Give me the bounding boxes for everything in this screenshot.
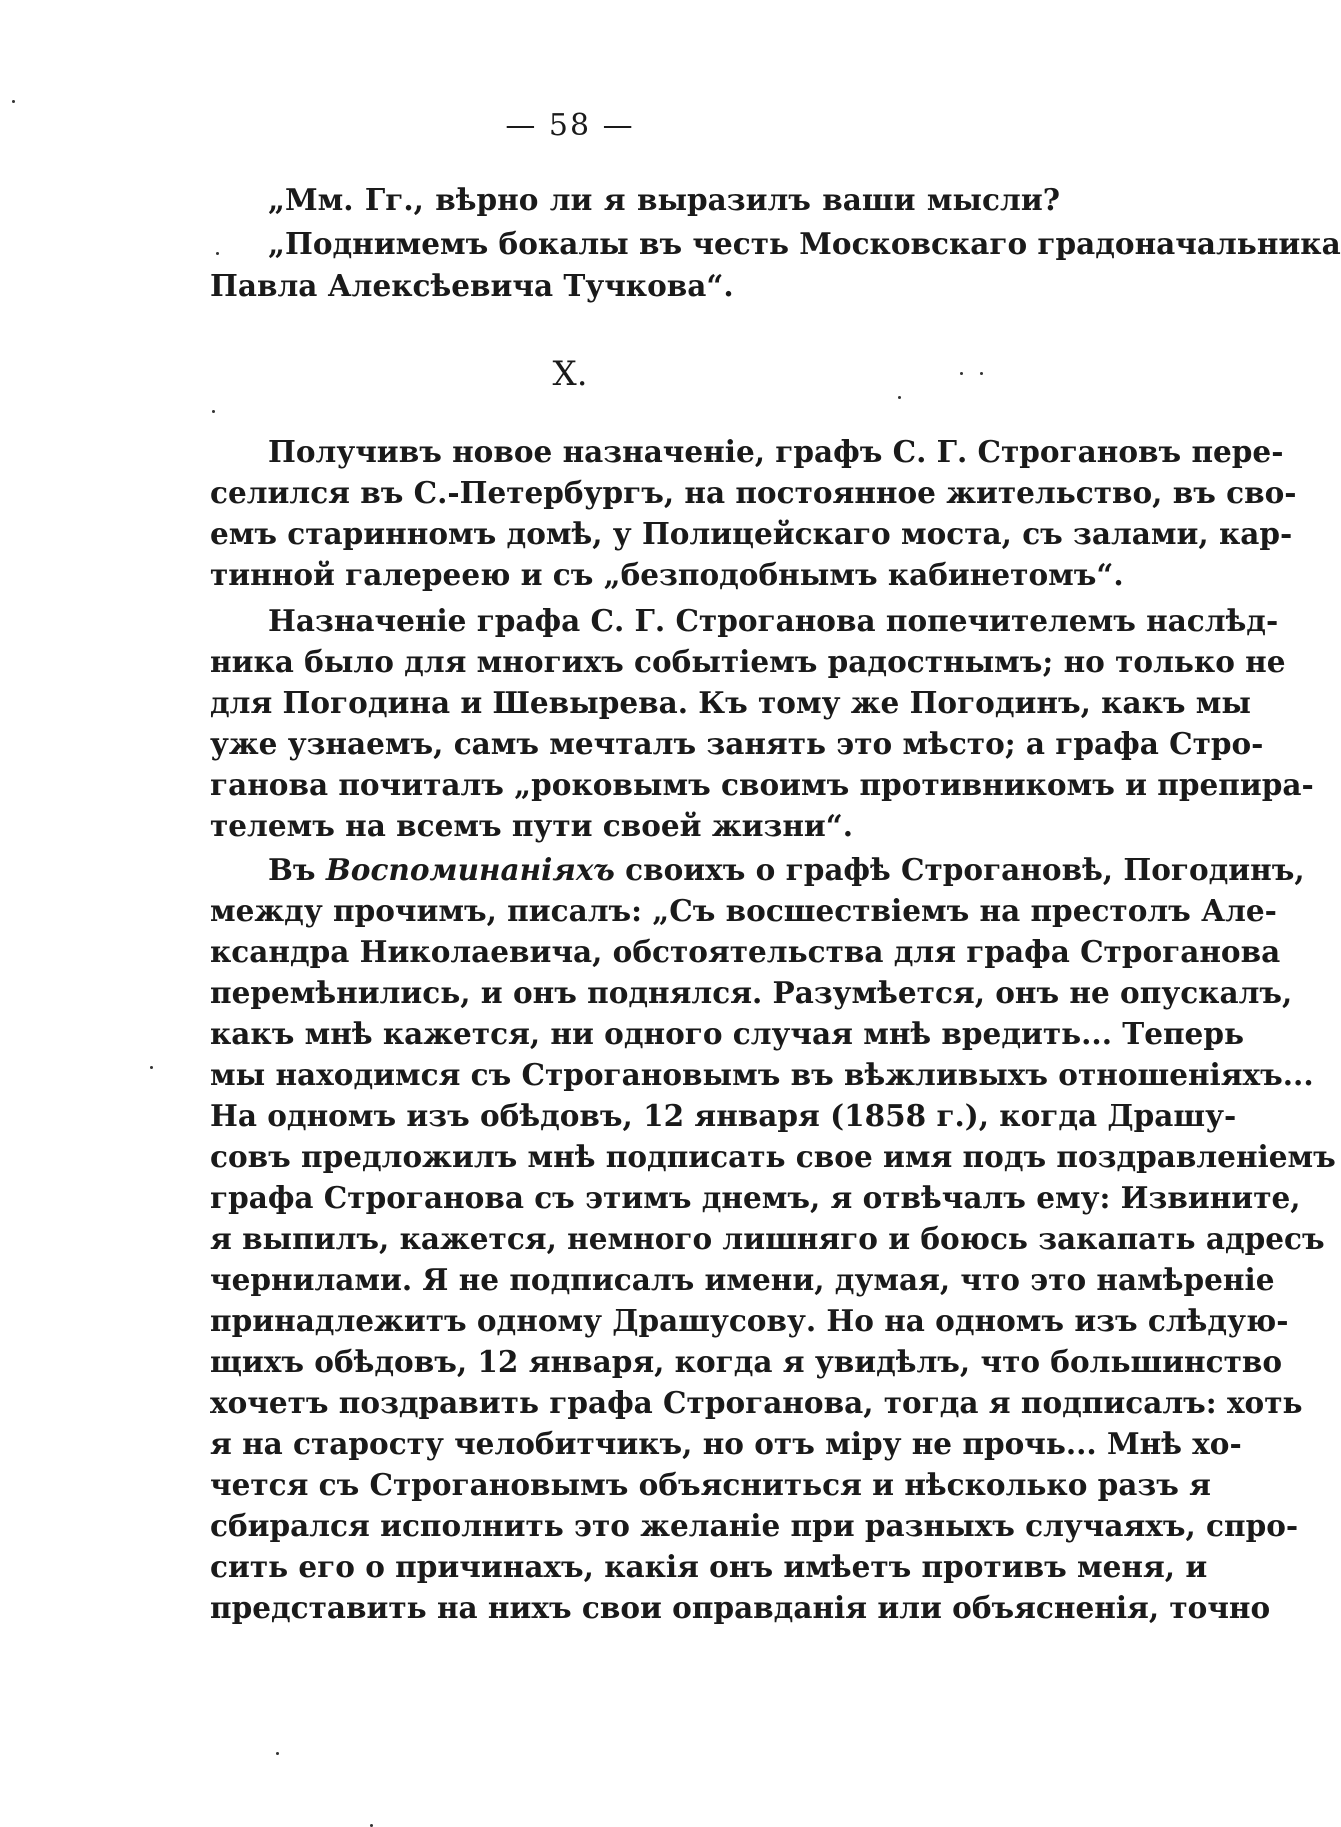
text-line: чернилами. Я не подписалъ имени, думая, что это намѣреніе — [210, 1262, 1275, 1297]
text-line: Получивъ новое назначеніе, графъ С. Г. Строгановъ пере- — [268, 434, 1284, 469]
text-line — [268, 852, 1305, 887]
text-line: На одномъ изъ обѣдовъ, 12 января (1858 г.), когда Драшу- — [210, 1098, 1237, 1133]
text-line: графа Строганова съ этимъ днемъ, я отвѣчалъ ему: Извините, — [210, 1180, 1301, 1215]
text-line: сбирался исполнить это желаніе при разныхъ случаяхъ, спро- — [210, 1508, 1299, 1543]
section-heading: X. — [552, 354, 588, 394]
text-line: для Погодина и Шевырева. Къ тому же Погодинъ, какъ мы — [210, 685, 1251, 720]
text-line: перемѣнились, и онъ поднялся. Разумѣется, онъ не опускалъ, — [210, 975, 1293, 1010]
scan-speck — [960, 372, 963, 375]
text-line: представить на нихъ свои оправданія или объясненія, точно — [210, 1590, 1271, 1625]
text-line: уже узнаемъ, самъ мечталъ занять это мѣсто; а графа Стро- — [210, 726, 1264, 761]
text-line: селился въ С.-Петербургъ, на постоянное жительство, въ сво- — [210, 475, 1297, 510]
text-line: емъ старинномъ домѣ, у Полицейскаго моста, съ залами, кар- — [210, 516, 1293, 551]
text-line: хочетъ поздравить графа Строганова, тогда я подписалъ: хоть — [210, 1385, 1303, 1420]
page-number: — 58 — — [505, 108, 635, 143]
text-line: я на старосту челобитчикъ, но отъ міру не прочь... Мнѣ хо- — [210, 1426, 1242, 1461]
text-line: я выпилъ, кажется, немного лишняго и боюсь закапать адресъ — [210, 1221, 1325, 1256]
text-line: „Мм. Гг., вѣрно ли я выразилъ ваши мысли? — [268, 182, 1060, 217]
text-line: Назначеніе графа С. Г. Строганова попечителемъ наслѣд- — [268, 603, 1279, 638]
scan-speck — [12, 100, 15, 103]
text-fragment: Въ — [268, 852, 326, 887]
text-line: ника было для многихъ событіемъ радостнымъ; но только не — [210, 644, 1286, 679]
scan-speck — [216, 252, 219, 255]
scan-speck — [980, 372, 983, 375]
scan-speck — [212, 410, 215, 413]
scan-speck — [150, 1066, 153, 1069]
text-line: ганова почиталъ „роковымъ своимъ противникомъ и препира- — [210, 767, 1314, 802]
scan-speck — [276, 1752, 279, 1755]
scan-speck — [898, 396, 901, 399]
text-line: ксандра Николаевича, обстоятельства для графа Строганова — [210, 934, 1281, 969]
text-line: телемъ на всемъ пути своей жизни“. — [210, 808, 854, 843]
text-line: щихъ обѣдовъ, 12 января, когда я увидѣлъ, что большинство — [210, 1344, 1283, 1379]
text-line: совъ предложилъ мнѣ подписать свое имя подъ поздравленіемъ — [210, 1139, 1336, 1174]
text-line: какъ мнѣ кажется, ни одного случая мнѣ вредить... Теперь — [210, 1016, 1244, 1051]
text-line: тинной галереею и съ „безподобнымъ кабинетомъ“. — [210, 557, 1124, 592]
text-line: мы находимся съ Строгановымъ въ вѣжливыхъ отношеніяхъ... — [210, 1057, 1314, 1092]
text-line: „Поднимемъ бокалы въ честь Московскаго градоначальника — [268, 226, 1341, 261]
text-line: Павла Алексѣевича Тучкова“. — [210, 268, 734, 303]
text-line: принадлежитъ одному Драшусову. Но на одномъ изъ слѣдую- — [210, 1303, 1289, 1338]
italic-title: Воспоминаніяхъ — [325, 852, 615, 887]
text-fragment: своихъ о графѣ Строгановѣ, Погодинъ, — [614, 852, 1305, 887]
text-line: чется съ Строгановымъ объясниться и нѣсколько разъ я — [210, 1467, 1211, 1502]
text-line: сить его о причинахъ, какія онъ имѣетъ противъ меня, и — [210, 1549, 1208, 1584]
text-line: между прочимъ, писалъ: „Съ восшествіемъ на престолъ Але- — [210, 893, 1277, 928]
